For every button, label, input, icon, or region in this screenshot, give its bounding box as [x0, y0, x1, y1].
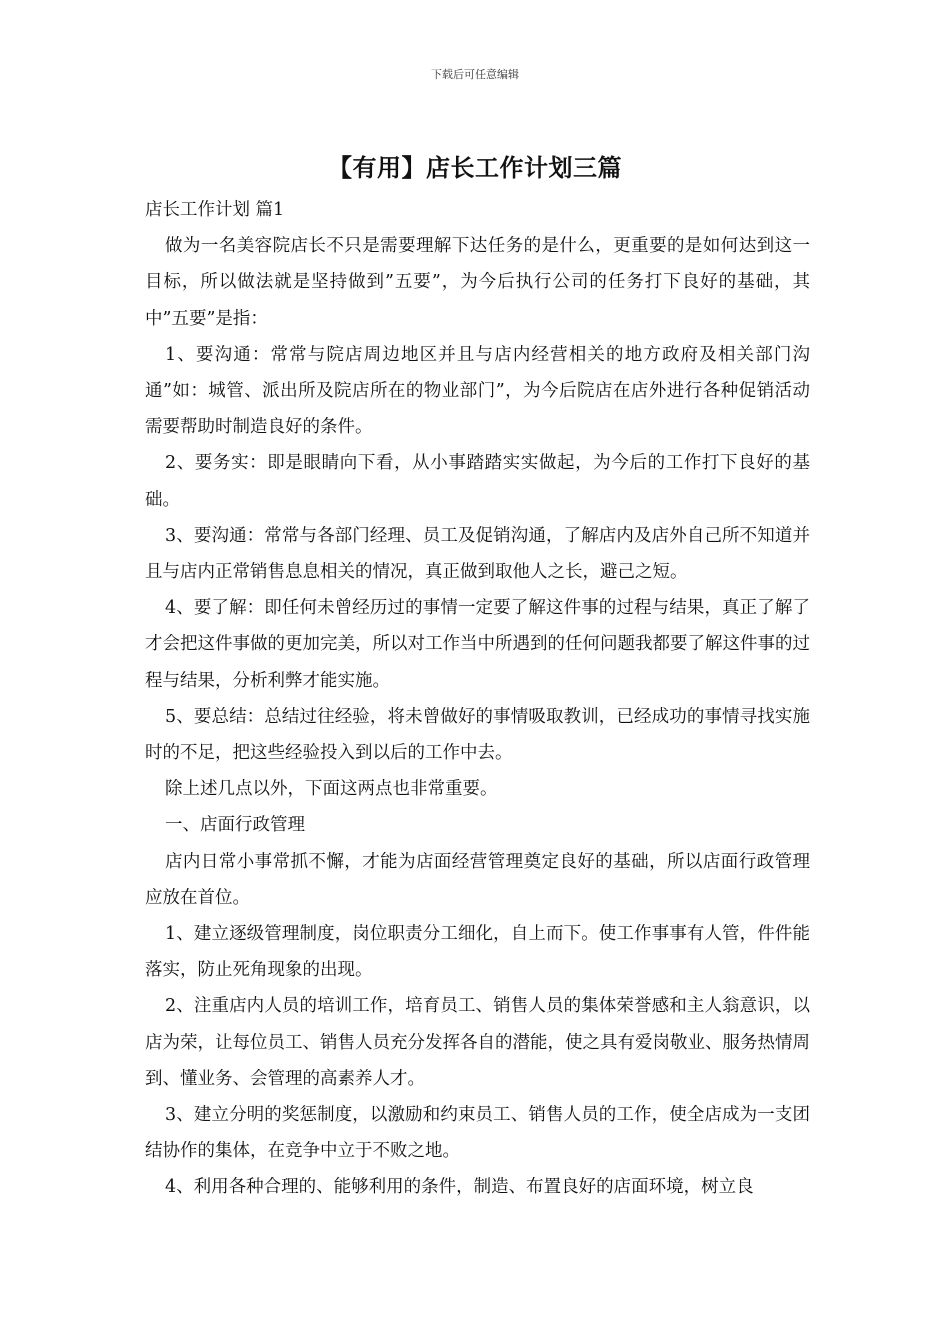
paragraph-0: 店长工作计划 篇1	[145, 200, 285, 220]
paragraph-11: 2、注重店内人员的培训工作，培育员工、销售人员的集体荣誉感和主人翁意识，以店为荣，让每位员工、销售人员充分发挥各自的潜能，使之具有爱岗敬业、服务热情周到、懂业务、会管理的高素养人才。	[145, 996, 810, 1089]
paragraph-12: 3、建立分明的奖惩制度，以激励和约束员工、销售人员的工作，使全店成为一支团结协作的集体，在竞争中立于不败之地。	[145, 1105, 810, 1162]
paragraph-13: 4、利用各种合理的、能够利用的条件，制造、布置良好的店面环境，树立良	[165, 1177, 754, 1198]
paragraph-3: 2、要务实：即是眼睛向下看，从小事踏踏实实做起，为今后的工作打下良好的基础。	[145, 453, 810, 510]
paragraph-1: 做为一名美容院店长不只是需要理解下达任务的是什么，更重要的是如何达到这一目标，所以做法就是坚持做到”五要”，为今后执行公司的任务打下良好的基础，其中”五要”是指：	[145, 236, 810, 329]
paragraph-7: 除上述几点以外，下面这两点也非常重要。	[165, 779, 498, 800]
paragraph-5: 4、要了解：即任何未曾经历过的事情一定要了解这件事的过程与结果，真正了解了才会把这件事做的更加完美，所以对工作当中所遇到的任何问题我都要了解这件事的过程与结果，分析利弊才能实施。	[145, 598, 810, 691]
paragraph-9: 店内日常小事常抓不懈，才能为店面经营管理奠定良好的基础，所以店面行政管理应放在首位。	[145, 851, 810, 908]
paragraph-4: 3、要沟通：常常与各部门经理、员工及促销沟通，了解店内及店外自己所不知道并且与店内正常销售息息相关的情况，真正做到取他人之长，避己之短。	[145, 525, 810, 583]
document-body	[145, 192, 810, 1206]
paragraph-10: 1、建立逐级管理制度，岗位职责分工细化，自上而下。使工作事事有人管，件件能落实，防止死角现象的出现。	[145, 924, 810, 981]
paragraph-6: 5、要总结：总结过往经验，将未曾做好的事情吸取教训，已经成功的事情寻找实施时的不足，把这些经验投入到以后的工作中去。	[145, 706, 810, 764]
header-note: 下载后可任意编辑	[431, 68, 519, 81]
paragraph-2: 1、要沟通：常常与院店周边地区并且与店内经营相关的地方政府及相关部门沟通”如：城管、派出所及院店所在的物业部门”，为今后院店在店外进行各种促销活动需要帮助时制造良好的条件。	[145, 344, 810, 438]
document-title: 【有用】店长工作计划三篇	[328, 154, 622, 182]
paragraph-8: 一、店面行政管理	[165, 815, 305, 836]
